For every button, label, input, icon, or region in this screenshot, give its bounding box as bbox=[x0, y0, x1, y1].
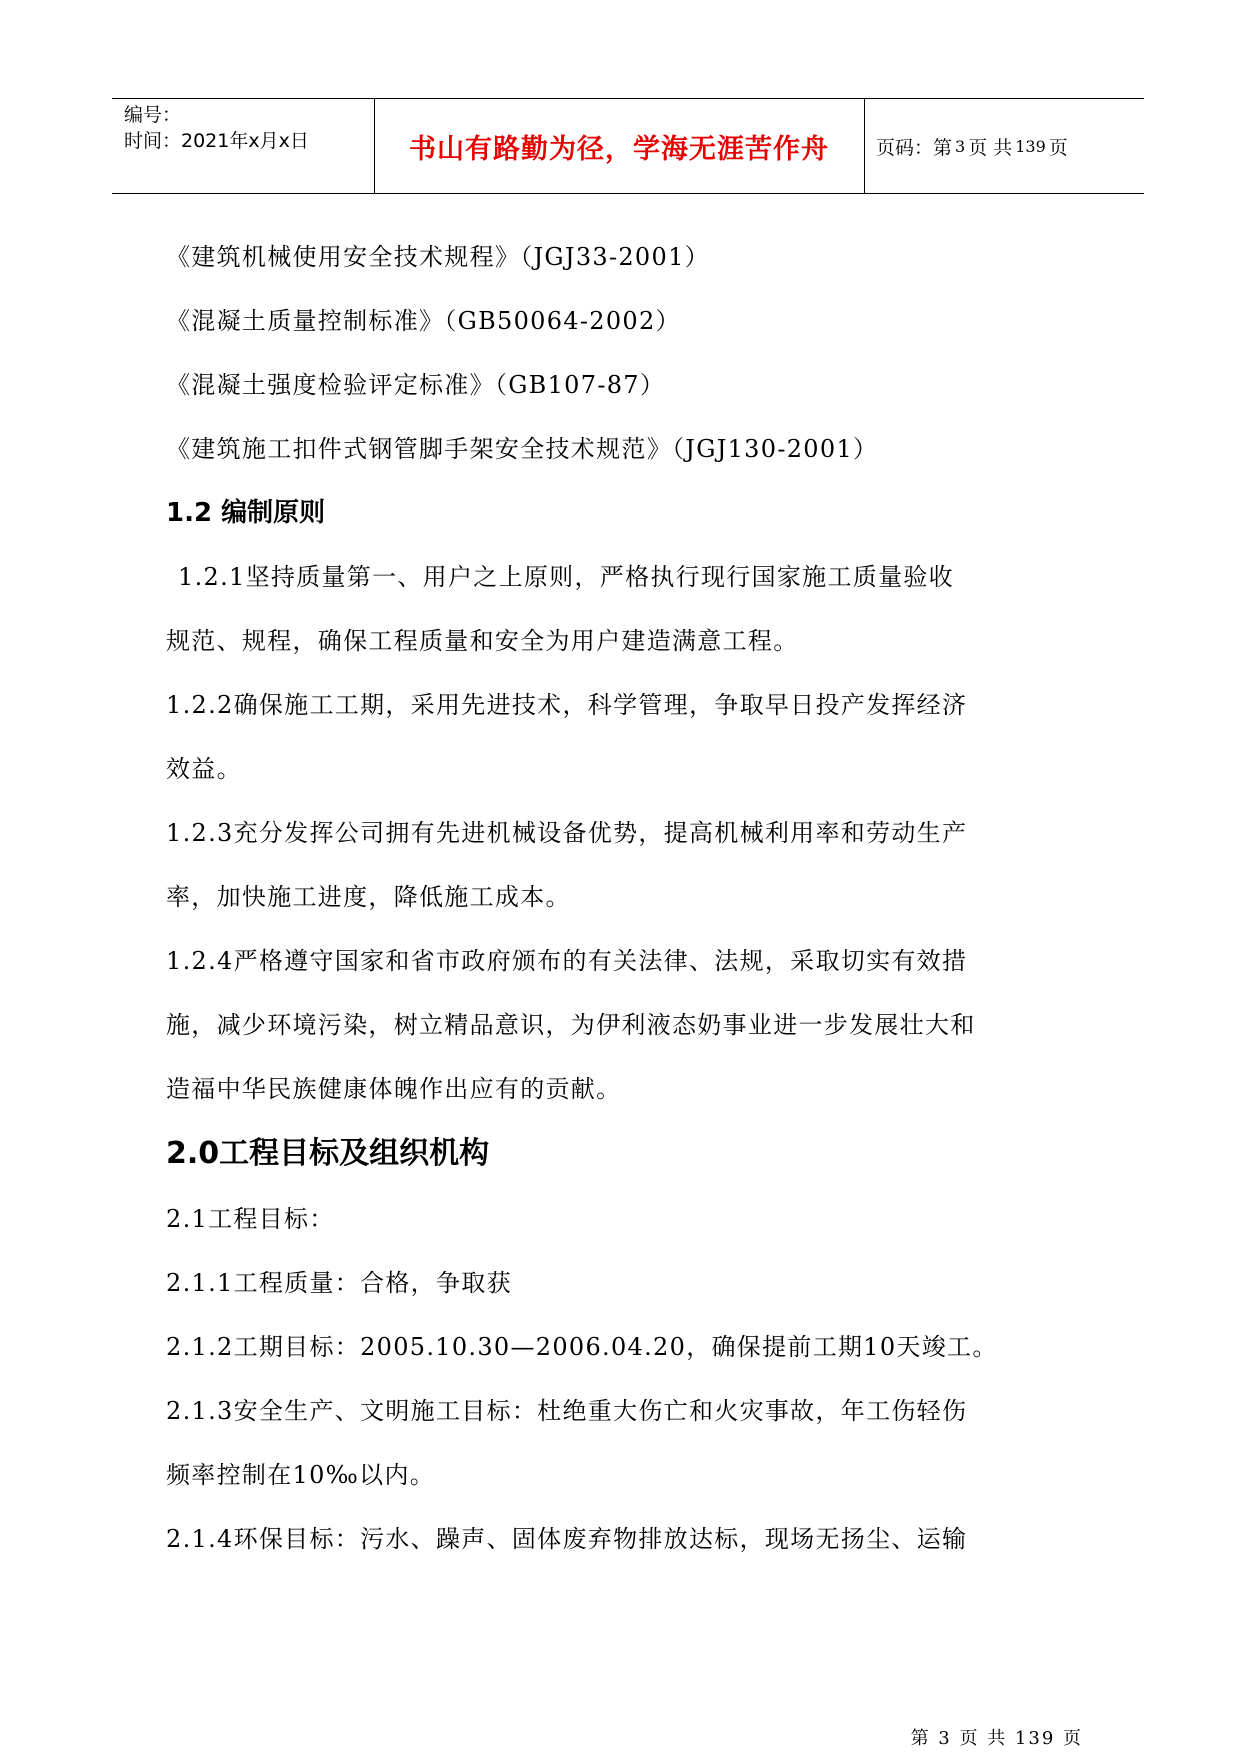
paragraph-line: 1.2.1坚持质量第一、用户之上原则，严格执行现行国家施工质量验收 bbox=[178, 563, 954, 591]
page-prefix: 页码：第 bbox=[876, 136, 953, 159]
paragraph-line: 《混凝土质量控制标准》（GB50064-2002） bbox=[166, 307, 681, 335]
paragraph-line: 1.2.4严格遵守国家和省市政府颁布的有关法律、法规，采取切实有效措 bbox=[166, 947, 968, 975]
header-meta bbox=[124, 98, 369, 194]
subsection-heading: 1.2 编制原则 bbox=[166, 498, 326, 528]
paragraph-line: 效益。 bbox=[166, 755, 242, 783]
page-mid: 页 共 bbox=[968, 136, 1013, 159]
paragraph-line: 《混凝土强度检验评定标准》（GB107-87） bbox=[166, 371, 666, 399]
paragraph-line: 施，减少环境污染，树立精品意识，为伊利液态奶事业进一步发展壮大和 bbox=[166, 1011, 976, 1039]
page-number: 3 bbox=[955, 136, 966, 156]
page-total: 139 bbox=[1015, 136, 1046, 156]
section-heading: 2.0工程目标及组织机构 bbox=[166, 1136, 490, 1171]
header-divider-right bbox=[864, 98, 865, 194]
number-label: 编号： bbox=[124, 104, 182, 126]
header-motto: 书山有路勤为径，学海无涯苦作舟 bbox=[409, 133, 829, 165]
page-footer: 第 3 页 共 139 页 bbox=[910, 1728, 1083, 1749]
paragraph-line: 频率控制在10‰以内。 bbox=[166, 1461, 436, 1489]
paragraph-line: 造福中华民族健康体魄作出应有的贡献。 bbox=[166, 1075, 622, 1103]
paragraph-line: 2.1.3安全生产、文明施工目标：杜绝重大伤亡和火灾事故，年工伤轻伤 bbox=[166, 1397, 968, 1425]
paragraph-line: 2.1.2工期目标：2005.10.30—2006.04.20，确保提前工期10天竣工。 bbox=[166, 1333, 998, 1361]
paragraph-line: 率，加快施工进度，降低施工成本。 bbox=[166, 883, 571, 911]
paragraph-line: 2.1.1工程质量：合格，争取获 bbox=[166, 1269, 512, 1297]
paragraph-line: 2.1工程目标： bbox=[166, 1205, 335, 1233]
document-body bbox=[166, 225, 1096, 1571]
page-suffix: 页 bbox=[1048, 136, 1068, 159]
header-page-info bbox=[876, 98, 1068, 194]
paragraph-line: 《建筑施工扣件式钢管脚手架安全技术规范》（JGJ130-2001） bbox=[166, 435, 879, 463]
paragraph-line: 规范、规程，确保工程质量和安全为用户建造满意工程。 bbox=[166, 627, 799, 655]
paragraph-line: 2.1.4环保目标：污水、躁声、固体废弃物排放达标，现场无扬尘、运输 bbox=[166, 1525, 968, 1553]
page-header bbox=[112, 98, 1144, 194]
paragraph-line: 1.2.3充分发挥公司拥有先进机械设备优势，提高机械利用率和劳动生产 bbox=[166, 819, 968, 847]
time-label: 时间：2021年x月x日 bbox=[124, 130, 309, 152]
paragraph-line: 《建筑机械使用安全技术规程》（JGJ33-2001） bbox=[166, 243, 710, 271]
paragraph-line: 1.2.2确保施工工期，采用先进技术，科学管理，争取早日投产发挥经济 bbox=[166, 691, 968, 719]
